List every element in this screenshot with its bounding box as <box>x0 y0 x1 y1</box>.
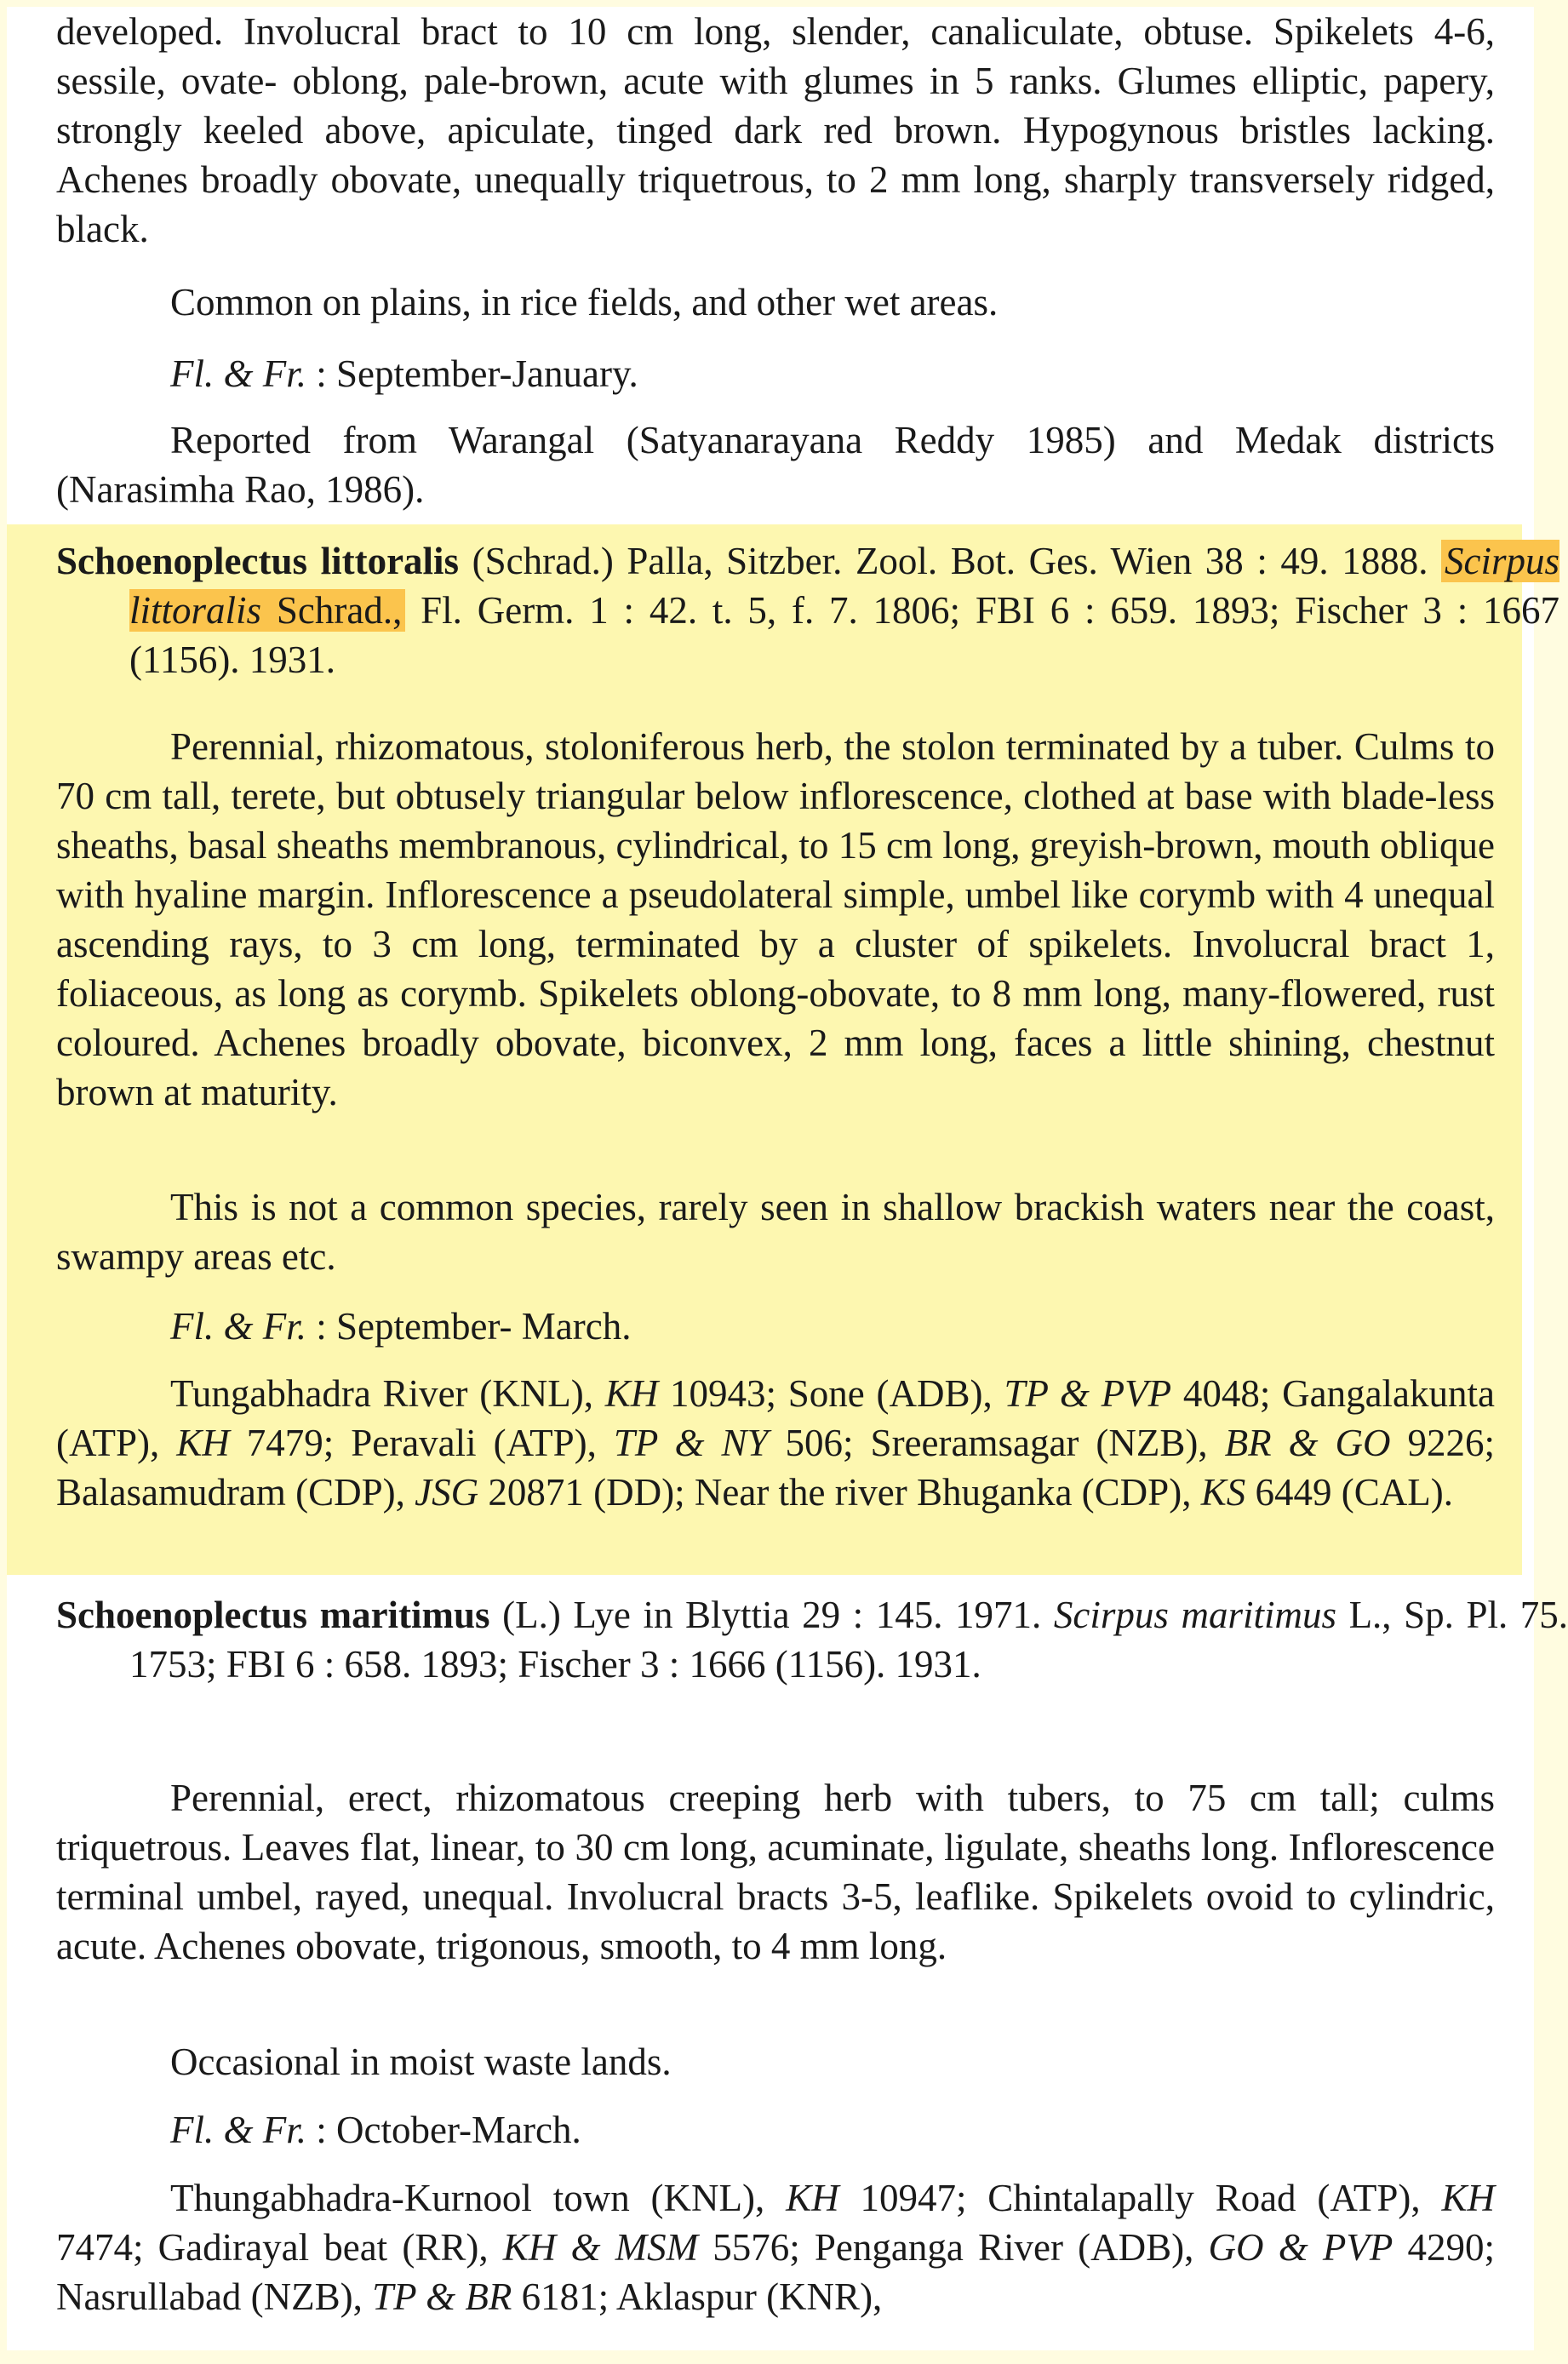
flowering-label: Fl. & Fr. <box>170 1305 307 1348</box>
specimen-text: 6181; Aklaspur (KNR), <box>512 2275 883 2318</box>
collector-code: BR & GO <box>1224 1422 1391 1464</box>
species1-specimens <box>56 1369 1495 1517</box>
collector-code: TP & PVP <box>1004 1372 1172 1415</box>
species1-habitat: This is not a common species, rarely seen in shallow brackish waters near the coast, swampy areas etc. <box>56 1186 1495 1278</box>
specimen-text: 4290; Nasrullabad (NZB), <box>56 2226 1496 2318</box>
species1-name: Schoenoplectus littoralis <box>56 540 460 582</box>
top-habitat: Common on plains, in rice fields, and other wet areas. <box>170 281 999 323</box>
collector-code: KS <box>1200 1471 1246 1514</box>
collector-code: GO & PVP <box>1208 2226 1393 2269</box>
specimen-text: 10947; Chintalapally Road (ATP), <box>838 2177 1442 2219</box>
specimen-text: 7479; Peravali (ATP), <box>229 1422 614 1464</box>
collector-code: KH & MSM <box>502 2226 699 2269</box>
species1-authority: (Schrad.) Palla, Sitzber. Zool. Bot. Ges. Wien 38 : 49. 1888. <box>472 540 1428 582</box>
top-reported: Reported from Warangal (Satyanarayana Reddy 1985) and Medak districts (Narasimha Rao, 1986). <box>56 419 1495 511</box>
species2-authority: (L.) Lye in Blyttia 29 : 145. 1971. <box>502 1594 1042 1636</box>
specimen-text: 4048; Gangalakunta (ATP), <box>56 1372 1495 1464</box>
specimen-text: 10943; Sone (ADB), <box>658 1372 1004 1415</box>
collector-code: TP & NY <box>613 1422 769 1464</box>
specimen-text: 506; Sreeramsagar (NZB), <box>768 1422 1225 1464</box>
specimen-text: 9226; Balasamudram (CDP), <box>56 1422 1496 1514</box>
flowering-label: Fl. & Fr. <box>170 352 307 395</box>
collector-code: JSG <box>415 1471 479 1514</box>
document-page <box>7 7 1568 2350</box>
top-description: developed. Involucral bract to 10 cm long, slender, canaliculate, obtuse. Spikelets 4-6, sessile, ovate- oblong, pale-brown, acute with glumes in 5 ranks. Glumes elliptic, papery, strongly keeled above, apiculate, tinged dark red brown. Hypogynous bristles lacking. Achenes broadly obovate, unequally triquetrous, to 2 mm long, sharply transversely ridged, black. <box>56 10 1495 250</box>
species2-citation: L., Sp. Pl. 75. 1753; FBI 6 : 658. 1893; Fischer 3 : 1666 (1156). 1931. <box>129 1594 1568 1686</box>
specimen-text: 20871 (DD); Near the river Bhuganka (CDP), <box>478 1471 1201 1514</box>
collector-code: KH <box>604 1372 659 1415</box>
specimen-text: Tungabhadra River (KNL), <box>170 1372 605 1415</box>
species2-heading <box>56 1590 1568 1689</box>
species2-synonym: Scirpus maritimus <box>1053 1594 1336 1636</box>
specimen-text: 5576; Penganga River (ADB), <box>698 2226 1209 2269</box>
flowering-value: : September- March. <box>316 1305 632 1348</box>
specimen-text: 7474; Gadirayal beat (RR), <box>56 2226 503 2269</box>
specimen-text: Thungabhadra-Kurnool town (KNL), <box>170 2177 787 2219</box>
species2-specimens <box>56 2173 1495 2321</box>
species2-description: Perennial, erect, rhizomatous creeping herb with tubers, to 75 cm tall; culms triquetrous. Leaves flat, linear, to 30 cm long, acuminate, ligulate, sheaths long. Inflorescence terminal umbel, rayed, unequal. Involucral bracts 3-5, leaflike. Spikelets ovoid to cylindric, acute. Achenes obovate, trigonous, smooth, to 4 mm long. <box>56 1777 1495 1967</box>
flowering-value: : September-January. <box>316 352 638 395</box>
species2-name: Schoenoplectus maritimus <box>56 1594 490 1636</box>
species1-description: Perennial, rhizomatous, stoloniferous herb, the stolon terminated by a tuber. Culms to 70 cm tall, terete, but obtusely triangular below inflorescence, clothed at base with blade-less sheaths, basal sheaths membranous, cylindrical, to 15 cm long, greyish-brown, mouth oblique with hyaline margin. Inflorescence a pseudolateral simple, umbel like corymb with 4 unequal ascending rays, to 3 cm long, terminated by a cluster of spikelets. Involucral bract 1, foliaceous, as long as corymb. Spikelets oblong-obovate, to 8 mm long, many-flowered, rust coloured. Achenes broadly obovate, biconvex, 2 mm long, faces a little shining, chestnut brown at maturity. <box>56 725 1495 1113</box>
species1-synonym-author: Schrad., <box>276 589 403 632</box>
flowering-value: : October-March. <box>316 2109 581 2151</box>
collector-code: KH <box>176 1422 230 1464</box>
specimen-text: 6449 (CAL). <box>1245 1471 1453 1514</box>
collector-code: TP & BR <box>372 2275 512 2318</box>
species2-flowering <box>56 2105 1495 2155</box>
collector-code: KH <box>786 2177 839 2219</box>
collector-code: KH <box>1441 2177 1495 2219</box>
species2-habitat: Occasional in moist waste lands. <box>170 2041 672 2083</box>
species1-heading <box>56 536 1559 684</box>
top-flowering <box>56 349 1495 398</box>
species1-synonym: Scirpus littoralis <box>129 540 1560 632</box>
species1-flowering <box>56 1302 1495 1351</box>
flowering-label: Fl. & Fr. <box>170 2109 307 2151</box>
species1-citation: Fl. Germ. 1 : 42. t. 5, f. 7. 1806; FBI 6 : 659. 1893; Fischer 3 : 1667 (1156). 1931. <box>129 589 1560 681</box>
